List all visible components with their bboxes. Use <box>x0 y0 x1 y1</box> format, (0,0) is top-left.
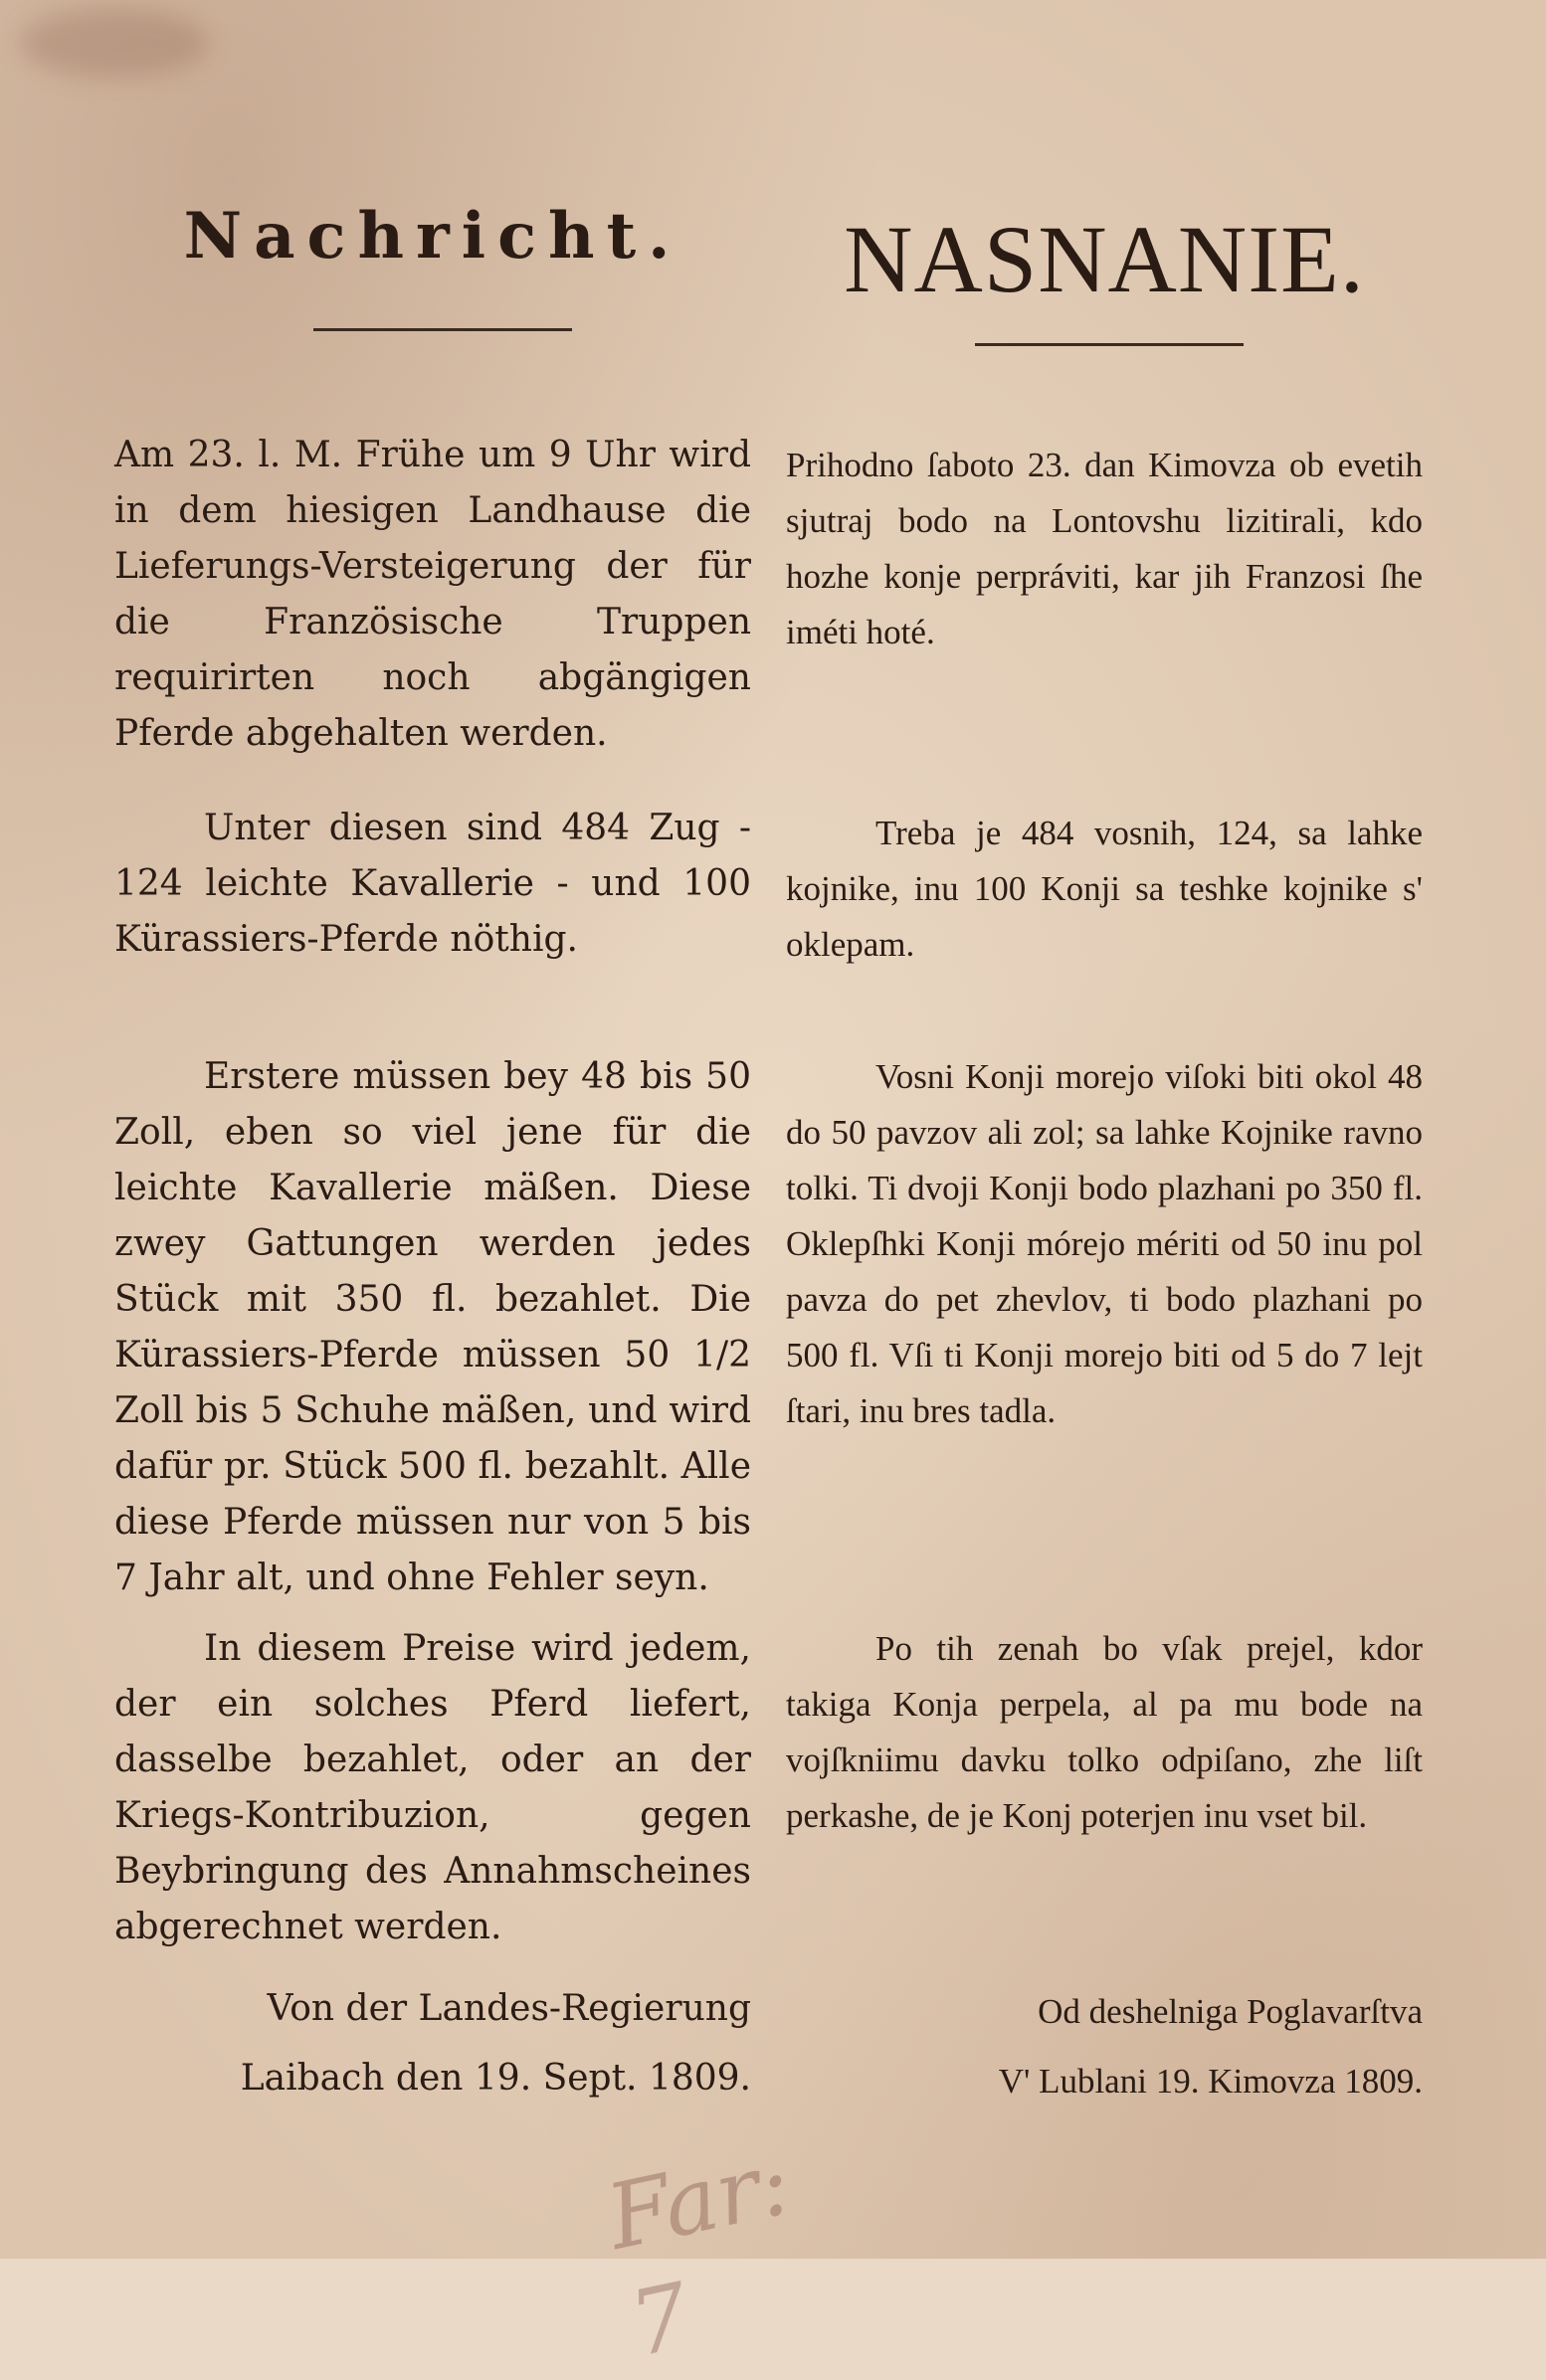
slovene-title: NASNANIE. <box>844 206 1365 312</box>
slovene-paragraph-4: Po tih zenah bo vſak prejel, kdor takiga Konja perpela, al pa mu bode na vojſkniimu davku tolko odpiſano, zhe liſt perkashe, de je Konj poterjen inu vset bil. <box>786 1629 1423 1835</box>
slovene-column <box>786 0 1423 2259</box>
german-paragraph-4: In diesem Preise wird jedem, der ein solches Pferd liefert, dasselbe bezahlet, oder an der Kriegs-Kontribuzion, gegen Beybringung des Annahmscheines abgerechnet werden. <box>114 1628 751 1947</box>
german-paragraph-2: Unter diesen sind 484 Zug - 124 leichte Kavallerie - und 100 Kürassiers-Pferde nöthig. <box>114 808 751 960</box>
german-signature-date: Laibach den 19. Sept. 1809. <box>240 2058 751 2099</box>
slovene-title-rule <box>975 343 1244 346</box>
slovene-paragraph-3: Vosni Konji morejo viſoki biti okol 48 do 50 pavzov ali zol; sa lahke Kojnike ravno tolki. Ti dvoji Konji bodo plazhani po 350 fl. Oklepſhki Konji mórejo mériti od 50 inu pol pavza do pet zhevlov, ti bodo plazhani po 500 fl. Vſi ti Konji morejo biti od 5 do 7 lejt ſtari, inu bres tadla. <box>786 1057 1423 1430</box>
german-signature-authority: Von der Landes-Regierung <box>267 1988 751 2029</box>
german-column <box>114 0 751 2259</box>
slovene-signature-date: V' Lublani 19. Kimovza 1809. <box>998 2062 1423 2101</box>
german-signature <box>114 1974 751 2113</box>
german-paragraph-1: Am 23. l. M. Frühe um 9 Uhr wird in dem hiesigen Landhause die Lieferungs-Versteigerung der für die Französische Truppen requirirten noch abgängigen Pferde abgehalten werden. <box>114 435 751 754</box>
slovene-paragraph-2: Treba je 484 vosnih, 124, sa lahke kojnike, inu 100 Konji sa teshke kojnike s' oklepam. <box>786 814 1423 964</box>
slovene-signature-authority: Od deshelniga Poglavarſtva <box>1038 1992 1423 2031</box>
german-title: Nachricht. <box>183 199 682 274</box>
slovene-paragraph-1: Prihodno ſaboto 23. dan Kimovza ob evetih sjutraj bodo na Lontovshu lizitirali, kdo hozhe konje perpráviti, kar jih Franzosi ſhe iméti hoté. <box>786 446 1423 651</box>
handwritten-annotation: Far: 7 <box>598 2130 799 2378</box>
slovene-signature <box>786 1977 1423 2116</box>
german-title-rule <box>313 328 572 331</box>
german-paragraph-3: Erstere müssen bey 48 bis 50 Zoll, eben so viel jene für die leichte Kavallerie mäßen. Diese zwey Gattungen werden jedes Stück mit 350 fl. bezahlet. Die Kürassiers-Pferde müssen 50 1/2 Zoll bis 5 Schuhe mäßen, und wird dafür pr. Stück 500 fl. bezahlt. Alle diese Pferde müssen nur von 5 bis 7 Jahr alt, und ohne Fehler seyn. <box>114 1056 751 1598</box>
